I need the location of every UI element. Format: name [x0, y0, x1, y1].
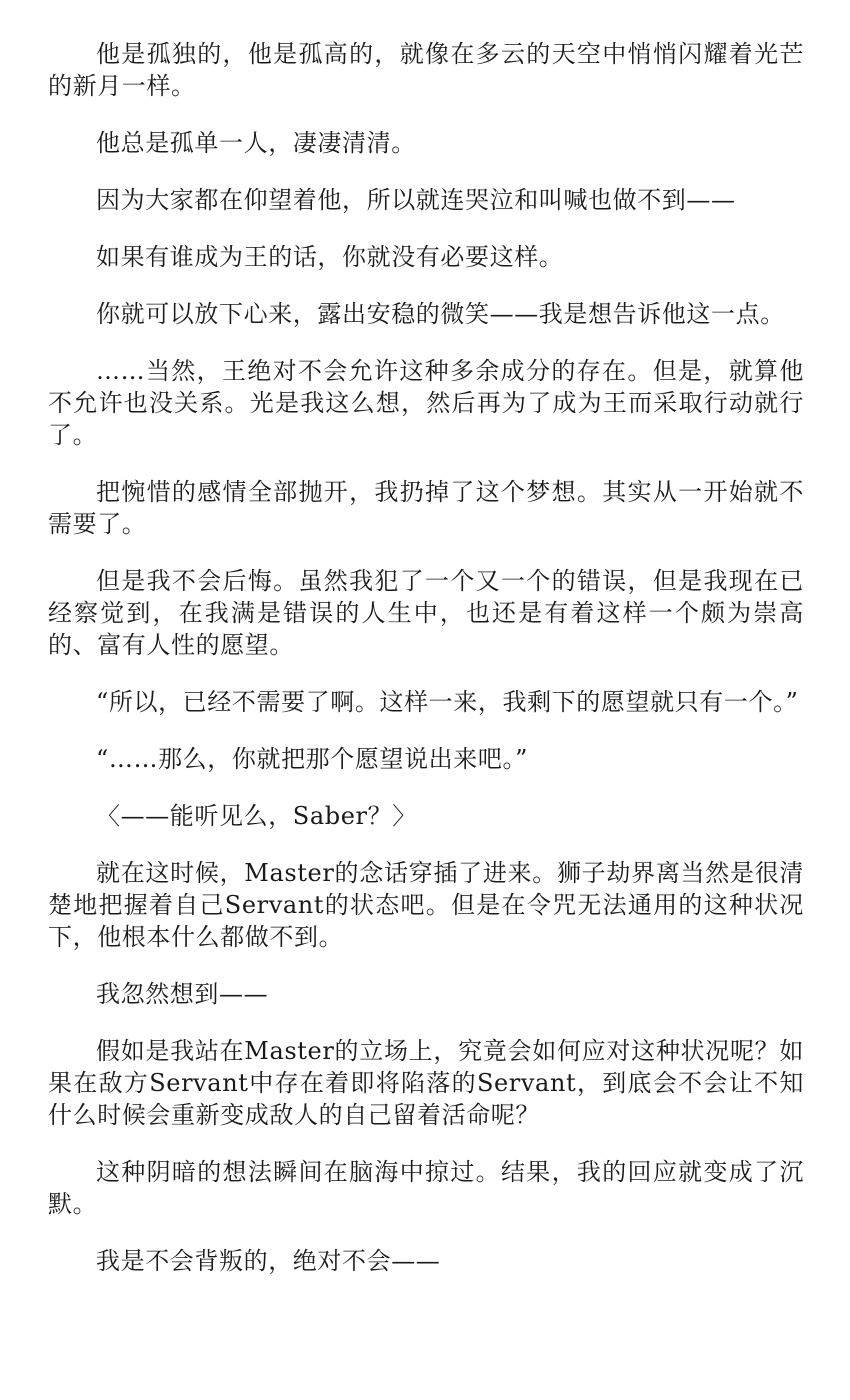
- paragraph: 假如是我站在Master的立场上，究竟会如何应对这种状况呢？如果在敌方Servant中存在着即将陷落的Servant，到底会不会让不知什么时候会重新变成敌人的自己留着活命呢？: [48, 1037, 804, 1129]
- paragraph: 〈——能听见么，Saber？〉: [96, 802, 417, 830]
- paragraph: 他总是孤单一人，凄凄清清。: [96, 129, 416, 157]
- paragraph: 把惋惜的感情全部抛开，我扔掉了这个梦想。其实从一开始就不需要了。: [48, 478, 804, 538]
- paragraph: “所以，已经不需要了啊。这样一来，我剩下的愿望就只有一个。”: [96, 688, 799, 716]
- paragraph: ……当然，王绝对不会允许这种多余成分的存在。但是，就算他不允许也没关系。光是我这么想，然后再为了成为王而采取行动就行了。: [48, 357, 804, 449]
- paragraph: 我是不会背叛的，绝对不会——: [96, 1247, 441, 1275]
- paragraph: 但是我不会后悔。虽然我犯了一个又一个的错误，但是我现在已经察觉到，在我满是错误的人生中，也还是有着这样一个颇为崇高的、富有人性的愿望。: [48, 567, 804, 659]
- paragraph: 如果有谁成为王的话，你就没有必要这样。: [96, 243, 564, 271]
- paragraph: 我忽然想到——: [96, 980, 269, 1008]
- paragraph: “……那么，你就把那个愿望说出来吧。”: [96, 745, 528, 773]
- paragraph: 他是孤独的，他是孤高的，就像在多云的天空中悄悄闪耀着光芒的新月一样。: [48, 40, 804, 100]
- paragraph: 你就可以放下心来，露出安稳的微笑——我是想告诉他这一点。: [96, 300, 785, 328]
- paragraph: 因为大家都在仰望着他，所以就连哭泣和叫喊也做不到——: [96, 186, 736, 214]
- paragraph: 这种阴暗的想法瞬间在脑海中掠过。结果，我的回应就变成了沉默。: [48, 1158, 804, 1218]
- paragraph: 就在这时候，Master的念话穿插了进来。狮子劫界离当然是很清楚地把握着自己Servant的状态吧。但是在令咒无法通用的这种状况下，他根本什么都做不到。: [48, 859, 804, 951]
